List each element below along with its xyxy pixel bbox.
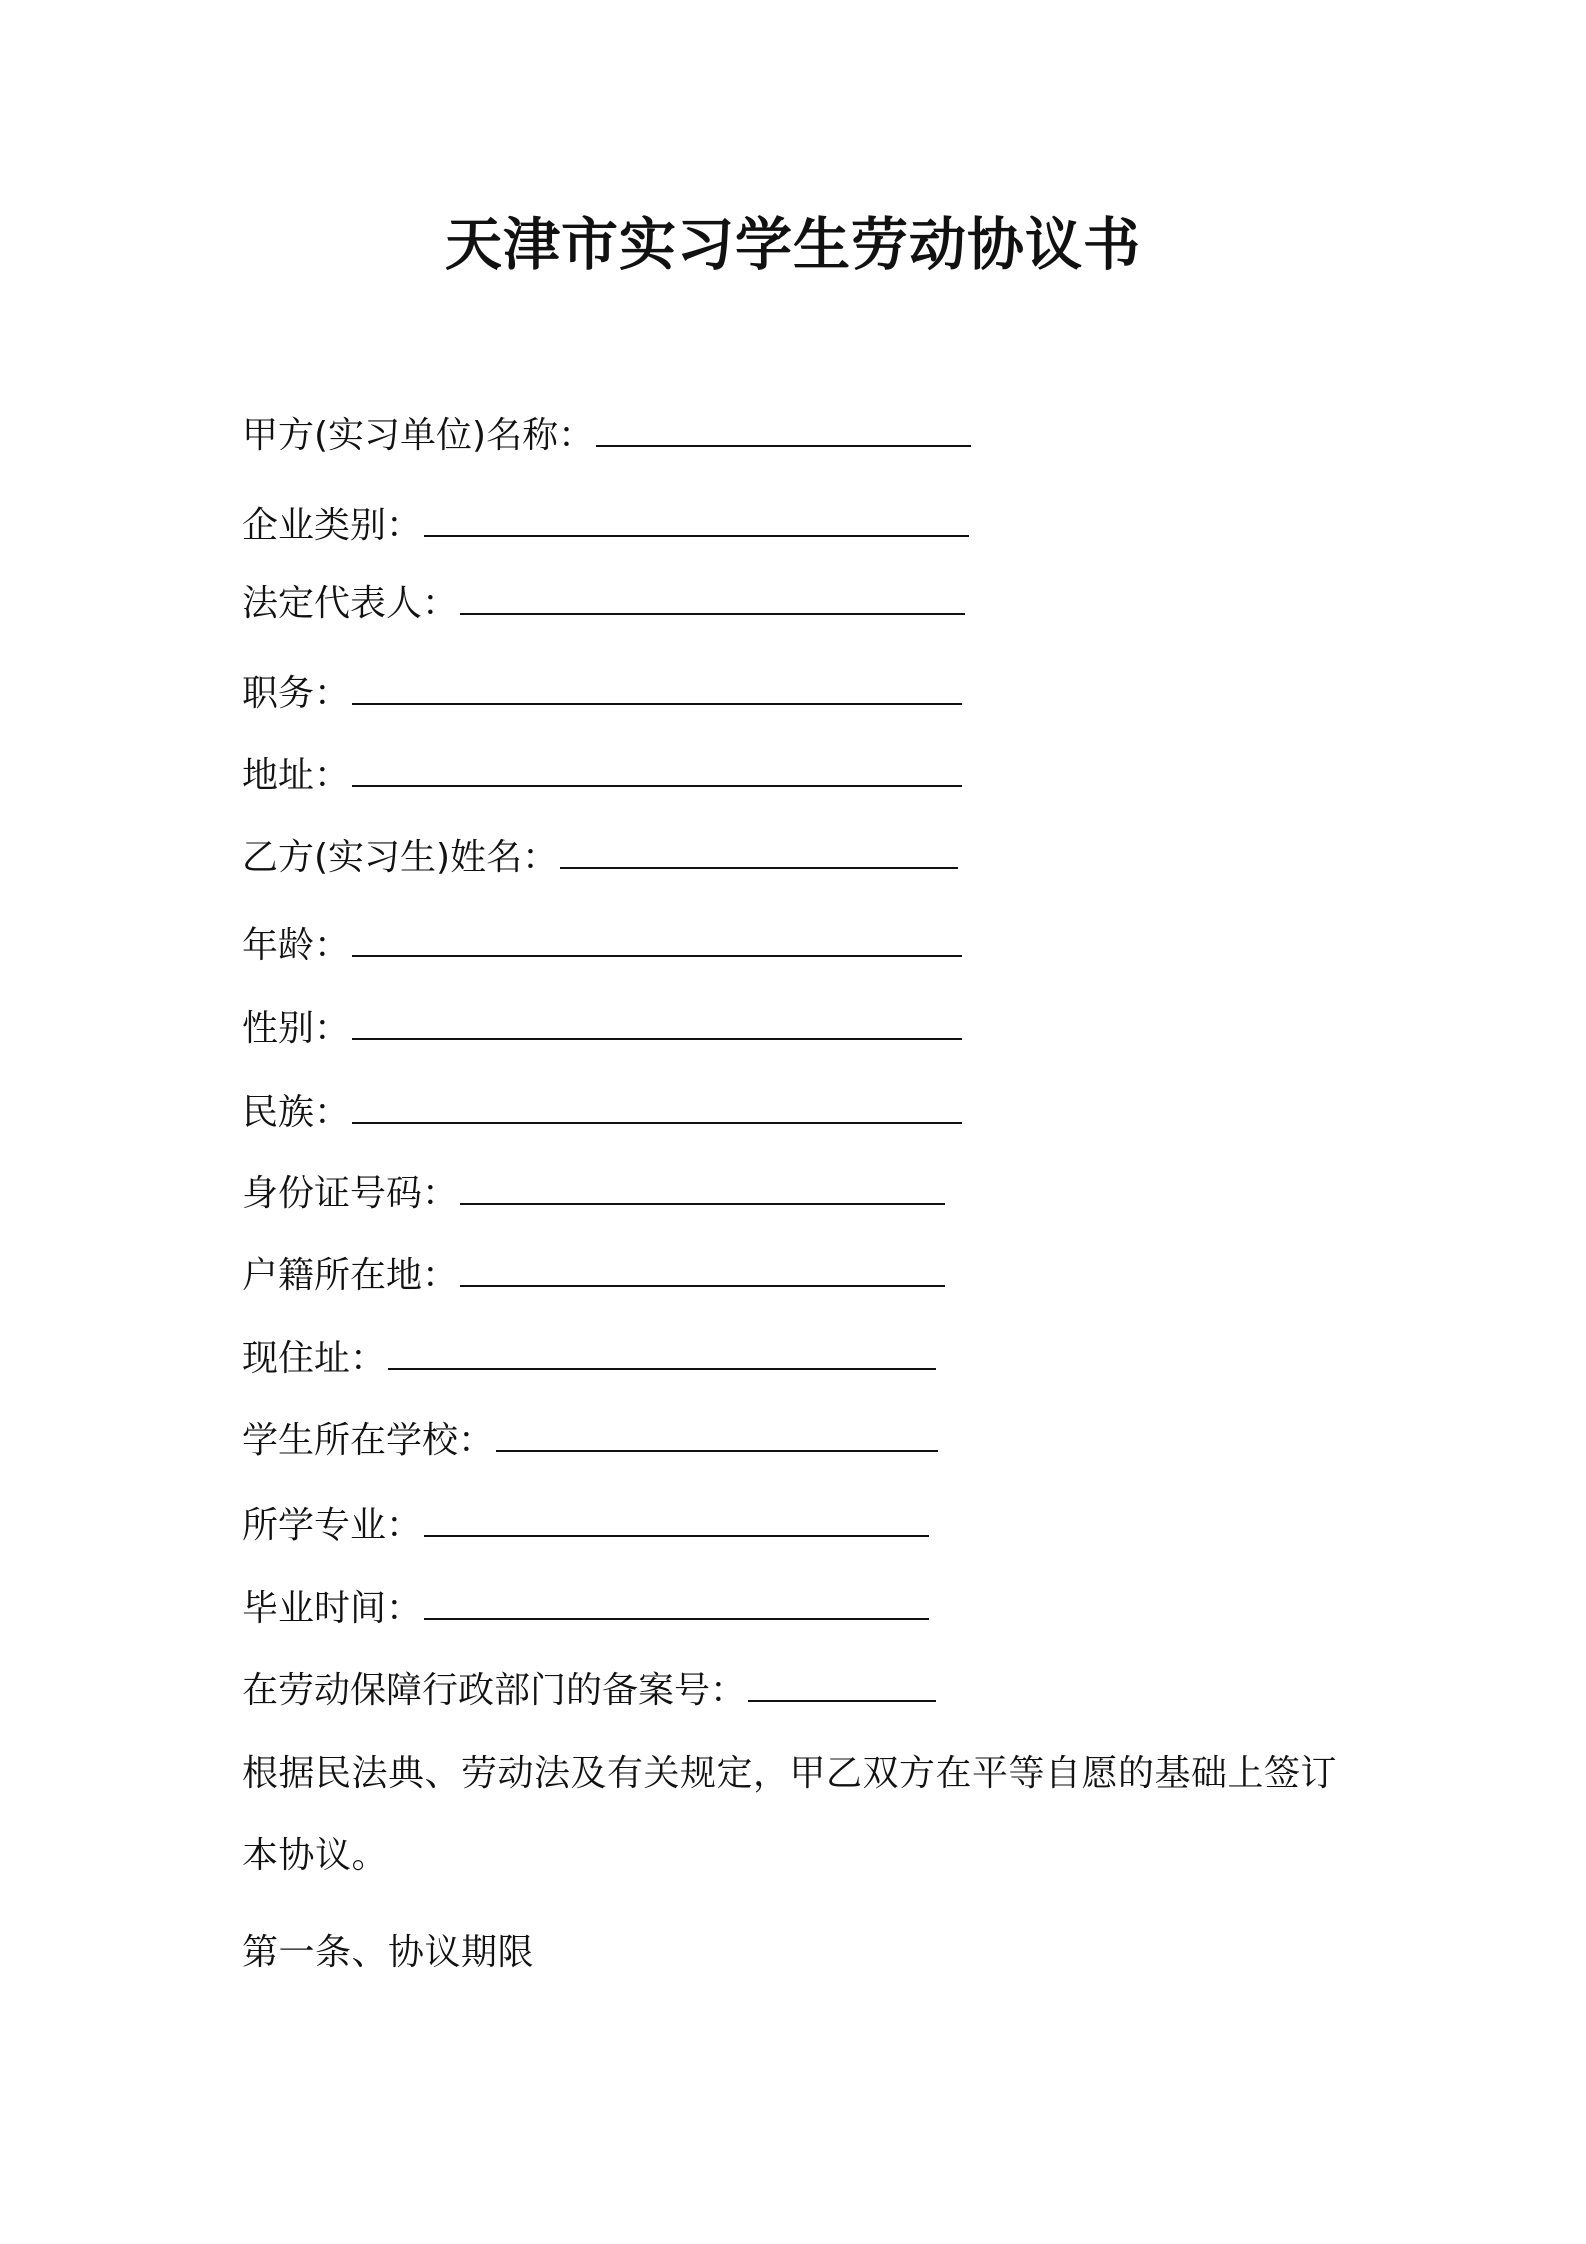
blank-line bbox=[388, 1334, 936, 1370]
field-label: 企业类别： bbox=[242, 505, 423, 546]
blank-line bbox=[352, 1004, 962, 1040]
document-title: 天津市实习学生劳动协议书 bbox=[445, 212, 1141, 278]
blank-line bbox=[596, 411, 971, 447]
blank-line bbox=[748, 1666, 936, 1702]
blank-line bbox=[352, 669, 962, 705]
field-school bbox=[242, 1415, 938, 1467]
field-label: 甲方(实习单位)名称： bbox=[242, 415, 595, 456]
field-age bbox=[242, 920, 962, 972]
field-label: 法定代表人： bbox=[242, 583, 459, 624]
field-label: 职务： bbox=[242, 673, 351, 714]
blank-line bbox=[424, 1584, 929, 1620]
blank-line bbox=[560, 833, 958, 869]
field-label: 在劳动保障行政部门的备案号： bbox=[242, 1670, 747, 1711]
field-address bbox=[242, 750, 962, 802]
blank-line bbox=[460, 579, 965, 615]
blank-line bbox=[424, 1501, 929, 1537]
blank-line bbox=[496, 1416, 938, 1452]
blank-line bbox=[352, 1088, 962, 1124]
blank-line bbox=[460, 1251, 945, 1287]
field-label: 所学专业： bbox=[242, 1505, 423, 1546]
field-party-b-name bbox=[242, 832, 958, 884]
article-1-heading: 第一条、协议期限 bbox=[242, 1932, 535, 1973]
field-label: 学生所在学校： bbox=[242, 1420, 495, 1461]
field-label: 性别： bbox=[242, 1008, 351, 1049]
field-label: 乙方(实习生)姓名： bbox=[242, 837, 559, 878]
field-filing-number bbox=[242, 1665, 936, 1717]
field-label: 民族： bbox=[242, 1092, 351, 1133]
field-label: 毕业时间： bbox=[242, 1588, 423, 1629]
blank-line bbox=[352, 921, 962, 957]
intro-paragraph: 根据民法典、劳动法及有关规定，甲乙双方在平等自愿的基础上签订本协议。 bbox=[242, 1753, 1338, 1876]
blank-line bbox=[352, 751, 962, 787]
field-graduation-time bbox=[242, 1583, 929, 1635]
field-enterprise-category bbox=[242, 500, 969, 552]
field-gender bbox=[242, 1003, 962, 1055]
field-label: 地址： bbox=[242, 755, 351, 796]
field-legal-representative bbox=[242, 578, 965, 630]
field-party-a-name bbox=[242, 410, 971, 462]
field-position bbox=[242, 668, 962, 720]
field-ethnicity bbox=[242, 1087, 962, 1139]
blank-line bbox=[460, 1169, 945, 1205]
blank-line bbox=[424, 501, 969, 537]
field-major bbox=[242, 1500, 929, 1552]
field-label: 现住址： bbox=[242, 1338, 387, 1379]
field-current-address bbox=[242, 1333, 936, 1385]
field-label: 身份证号码： bbox=[242, 1173, 459, 1214]
field-label: 年龄： bbox=[242, 925, 351, 966]
field-id-number bbox=[242, 1168, 945, 1220]
field-household-registration bbox=[242, 1250, 945, 1302]
field-label: 户籍所在地： bbox=[242, 1255, 459, 1296]
